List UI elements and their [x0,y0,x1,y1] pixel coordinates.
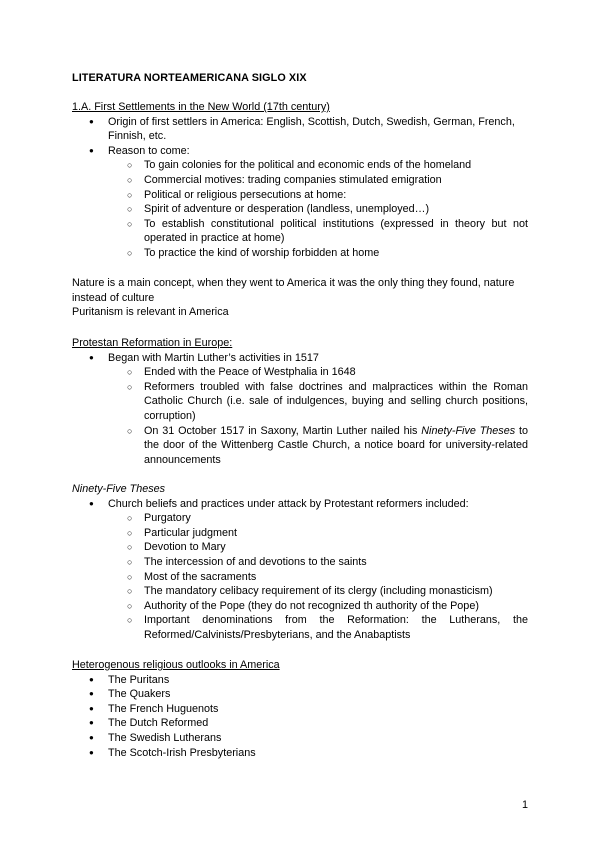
list-item: ○ Purgatory [72,511,528,526]
list-item: ● Church beliefs and practices under attack by Protestant reformers included: [72,497,528,512]
list-item: ● The Dutch Reformed [72,716,528,731]
section-heading: Protestan Reformation in Europe: [72,337,233,349]
section-protestant-reformation [72,336,528,467]
list-item: ● The Scotch-Irish Presbyterians [72,746,528,761]
section-religious-outlooks [72,658,528,760]
list-item: ○ To establish constitutional political institutions (expressed in theory but not operated in practice at home) [72,217,528,246]
list-item: ○ The intercession of and devotions to the saints [72,555,528,570]
list-item: ○ Commercial motives: trading companies stimulated emigration [72,173,528,188]
list-item: ● The Quakers [72,687,528,702]
list-item: ○ Particular judgment [72,526,528,541]
list-item: ○ Important denominations from the Reformation: the Lutherans, the Reformed/Calvinists/Presbyterians, and the Anabaptists [72,613,528,642]
list-item: ● The French Huguenots [72,702,528,717]
list-item: ○ Devotion to Mary [72,540,528,555]
document-title: LITERATURA NORTEAMERICANA SIGLO XIX [72,72,307,84]
paragraph: Puritanism is relevant in America [72,306,229,319]
list-item: ○ Ended with the Peace of Westphalia in 1648 [72,365,528,380]
list-item: ● Began with Martin Luther’s activities in 1517 [72,351,528,366]
text-run: to the door of the Wittenberg Castle Church, a notice board for university-related announcements [144,424,528,466]
list-item [72,424,528,468]
list-item: ○ Authority of the Pope (they do not recognized th authority of the Pope) [72,599,528,614]
list-item: ○ To practice the kind of worship forbidden at home [72,246,528,261]
list-item: ● The Puritans [72,673,528,688]
list-item: ○ Political or religious persecutions at home: [72,188,528,203]
list-item: ○ The mandatory celibacy requirement of its clergy (including monasticism) [72,584,528,599]
page-number: 1 [521,799,528,811]
list-item: ○ Reformers troubled with false doctrines and malpractices within the Roman Catholic Church (i.e. sale of indulgences, buying and selling church positions, corruption) [72,380,528,424]
list-item: ○ Spirit of adventure or desperation (landless, unemployed…) [72,202,528,217]
section-heading: 1.A. First Settlements in the New World (17th century) [72,101,330,113]
text-run: On 31 October 1517 in Saxony, Martin Luther nailed his [144,424,422,437]
list-item: ● Reason to come: [72,144,528,159]
section-heading: Heterogenous religious outlooks in America [72,659,280,671]
list-item: ● The Swedish Lutherans [72,731,528,746]
paragraph: Nature is a main concept, when they went to America it was the only thing they found, nature instead of culture [72,277,515,304]
section-first-settlements [72,100,528,261]
paragraph-block [72,276,528,320]
italic-title: Ninety-Five Theses [421,424,516,437]
list-item: ○ Most of the sacraments [72,570,528,585]
section-heading: Ninety-Five Theses [72,483,166,495]
section-ninety-five-theses [72,482,528,643]
list-item: ○ To gain colonies for the political and economic ends of the homeland [72,158,528,173]
list-item: ● Origin of first settlers in America: English, Scottish, Dutch, Swedish, German, French, Finnish, etc. [72,115,528,144]
